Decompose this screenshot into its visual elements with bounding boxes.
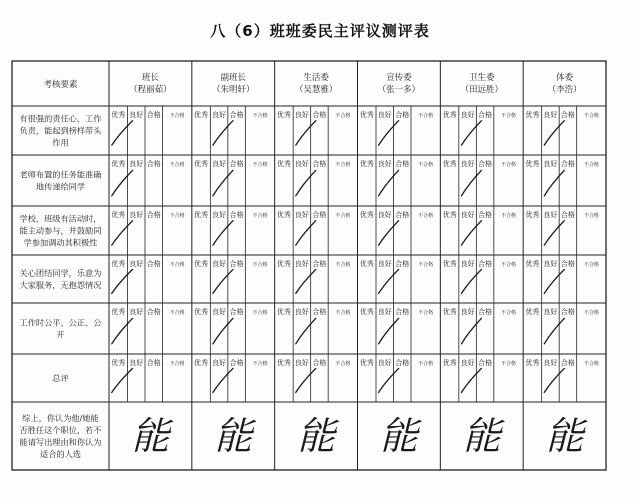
summary-question-line: 综上，你认为他/她能 bbox=[22, 413, 99, 423]
grade-label: 不合格 bbox=[583, 213, 599, 219]
grade-label: 优秀 bbox=[111, 111, 126, 119]
grade-label: 合格 bbox=[395, 160, 410, 168]
check-mark bbox=[213, 221, 233, 246]
grade-label: 合格 bbox=[146, 211, 161, 219]
check-mark bbox=[379, 221, 399, 246]
grade-label: 良好 bbox=[212, 359, 227, 367]
grade-label: 优秀 bbox=[194, 308, 209, 316]
criterion-text-line: 学校、班级有活动时， bbox=[19, 213, 102, 224]
grade-label: 不合格 bbox=[418, 262, 434, 268]
grade-label: 良好 bbox=[377, 359, 392, 367]
grade-label: 优秀 bbox=[276, 260, 291, 268]
grade-label: 良好 bbox=[377, 211, 392, 219]
grade-label: 不合格 bbox=[335, 310, 351, 316]
grade-label: 合格 bbox=[229, 111, 244, 119]
grade-label: 良好 bbox=[543, 211, 558, 219]
committee-role-label: 卫生委 bbox=[468, 73, 495, 83]
grade-label: 优秀 bbox=[442, 308, 457, 316]
check-mark bbox=[461, 221, 481, 246]
grade-label: 优秀 bbox=[359, 160, 374, 168]
grade-label: 合格 bbox=[560, 211, 575, 219]
criterion-text-line: 老师布置的任务能准确 bbox=[19, 169, 102, 180]
grade-label: 优秀 bbox=[111, 160, 126, 168]
grade-label: 合格 bbox=[312, 359, 327, 367]
grade-label: 合格 bbox=[312, 111, 327, 119]
grade-label: 优秀 bbox=[111, 359, 126, 367]
check-mark bbox=[379, 368, 399, 392]
grade-label: 优秀 bbox=[442, 260, 457, 268]
grade-label: 不合格 bbox=[583, 162, 599, 168]
grade-label: 合格 bbox=[146, 359, 161, 367]
check-mark bbox=[213, 368, 233, 392]
check-mark bbox=[213, 318, 233, 344]
grade-label: 优秀 bbox=[359, 260, 374, 268]
handwritten-answer: 能 bbox=[462, 414, 501, 458]
grade-label: 良好 bbox=[543, 308, 558, 316]
committee-role-label: 体委 bbox=[556, 73, 574, 83]
grade-label: 合格 bbox=[395, 308, 410, 316]
grade-label: 优秀 bbox=[525, 111, 540, 119]
criterion-text-line: 工作时公平、公正、公 bbox=[19, 317, 102, 328]
grade-label: 合格 bbox=[395, 211, 410, 219]
grade-label: 合格 bbox=[395, 111, 410, 119]
criterion-text-line: 负责，能起到榜样带头 bbox=[19, 125, 102, 136]
grade-label: 合格 bbox=[146, 160, 161, 168]
grade-label: 优秀 bbox=[194, 211, 209, 219]
grade-label: 合格 bbox=[560, 111, 575, 119]
check-mark bbox=[544, 318, 564, 344]
grade-label: 不合格 bbox=[418, 361, 434, 367]
grade-label: 不合格 bbox=[418, 162, 434, 168]
grade-label: 优秀 bbox=[276, 308, 291, 316]
grade-label: 合格 bbox=[478, 160, 493, 168]
handwritten-answer: 能 bbox=[131, 414, 170, 458]
check-mark bbox=[544, 121, 564, 146]
grade-label: 合格 bbox=[395, 260, 410, 268]
check-mark bbox=[461, 170, 481, 196]
criterion-text-line: 总评 bbox=[52, 373, 69, 383]
grade-label: 优秀 bbox=[111, 211, 126, 219]
grade-label: 良好 bbox=[212, 160, 227, 168]
grade-label: 不合格 bbox=[252, 361, 268, 367]
check-mark bbox=[379, 318, 399, 344]
grade-label: 良好 bbox=[460, 211, 475, 219]
criteria-header: 考核要素 bbox=[43, 80, 78, 90]
check-mark bbox=[461, 318, 481, 344]
grade-label: 不合格 bbox=[500, 162, 517, 168]
grade-label: 不合格 bbox=[583, 262, 599, 268]
committee-member-name: （程丽茹） bbox=[129, 85, 172, 95]
grade-label: 不合格 bbox=[500, 213, 517, 219]
check-mark bbox=[296, 318, 316, 344]
grade-label: 不合格 bbox=[418, 213, 434, 219]
summary-question-line: 否胜任这个职位，若不 bbox=[19, 425, 102, 435]
grade-label: 良好 bbox=[377, 308, 392, 316]
grade-label: 优秀 bbox=[276, 359, 291, 367]
grade-label: 良好 bbox=[377, 160, 392, 168]
grade-label: 合格 bbox=[312, 260, 327, 268]
criterion-text-line: 大家服务，无抱怨情况 bbox=[19, 280, 102, 290]
committee-member-name: （李浩） bbox=[547, 85, 582, 95]
grade-label: 不合格 bbox=[252, 310, 268, 316]
grade-label: 不合格 bbox=[252, 162, 268, 168]
check-mark bbox=[213, 121, 233, 146]
grade-label: 良好 bbox=[129, 160, 144, 168]
check-mark bbox=[379, 121, 399, 146]
grade-label: 合格 bbox=[560, 308, 575, 316]
grade-label: 合格 bbox=[478, 111, 493, 119]
check-mark bbox=[112, 121, 133, 146]
grade-label: 良好 bbox=[294, 260, 309, 268]
grade-label: 不合格 bbox=[169, 213, 185, 219]
check-mark bbox=[112, 318, 133, 344]
grade-label: 不合格 bbox=[500, 310, 517, 316]
grade-label: 优秀 bbox=[525, 211, 540, 219]
grade-label: 不合格 bbox=[335, 162, 351, 168]
grade-label: 合格 bbox=[560, 160, 575, 168]
grade-label: 合格 bbox=[229, 359, 244, 367]
check-mark bbox=[296, 269, 316, 293]
grade-label: 良好 bbox=[377, 260, 392, 268]
check-mark bbox=[112, 269, 133, 293]
check-mark bbox=[461, 121, 481, 146]
criterion-text-line: 关心团结同学，乐意为 bbox=[19, 268, 102, 278]
grade-label: 优秀 bbox=[442, 160, 457, 168]
grade-label: 优秀 bbox=[194, 359, 209, 367]
grade-label: 良好 bbox=[212, 211, 227, 219]
grade-label: 不合格 bbox=[500, 262, 517, 268]
grade-label: 优秀 bbox=[359, 211, 374, 219]
grade-label: 不合格 bbox=[252, 213, 268, 219]
grade-label: 合格 bbox=[395, 359, 410, 367]
grade-label: 合格 bbox=[478, 359, 493, 367]
grade-label: 良好 bbox=[294, 160, 309, 168]
committee-role-label: 副班长 bbox=[220, 73, 247, 83]
criterion-text-line: 学参加调动其积极性 bbox=[23, 237, 98, 248]
grade-label: 良好 bbox=[460, 308, 475, 316]
committee-role-label: 宣传委 bbox=[386, 73, 412, 83]
committee-role-label: 生活委 bbox=[303, 73, 329, 83]
grade-label: 优秀 bbox=[442, 359, 457, 367]
grade-label: 优秀 bbox=[194, 111, 209, 119]
check-mark bbox=[461, 269, 481, 293]
grade-label: 良好 bbox=[543, 160, 558, 168]
form-title: 八（6）班班委民主评议测评表 bbox=[210, 22, 430, 40]
grade-label: 合格 bbox=[312, 308, 327, 316]
grade-label: 合格 bbox=[312, 211, 327, 219]
grade-label: 优秀 bbox=[276, 111, 291, 119]
check-mark bbox=[112, 170, 133, 196]
grade-label: 优秀 bbox=[276, 160, 291, 168]
grade-label: 良好 bbox=[543, 111, 558, 119]
grade-label: 优秀 bbox=[525, 160, 540, 168]
grade-label: 不合格 bbox=[500, 361, 517, 367]
grade-label: 合格 bbox=[146, 260, 161, 268]
grade-label: 不合格 bbox=[252, 113, 268, 119]
grade-label: 合格 bbox=[478, 211, 493, 219]
committee-member-name: （吴慧雅） bbox=[294, 85, 338, 95]
grade-label: 优秀 bbox=[359, 359, 374, 367]
grade-label: 不合格 bbox=[500, 113, 517, 119]
committee-role-label: 班长 bbox=[141, 73, 159, 83]
criterion-text-line: 开 bbox=[56, 329, 65, 340]
grade-label: 不合格 bbox=[169, 310, 185, 316]
grade-label: 不合格 bbox=[583, 310, 599, 316]
check-mark bbox=[544, 170, 564, 196]
grade-label: 良好 bbox=[212, 308, 227, 316]
criterion-text-line: 能主动参与，并鼓励同 bbox=[19, 225, 102, 236]
grade-label: 良好 bbox=[460, 260, 475, 268]
grade-label: 合格 bbox=[146, 308, 161, 316]
handwritten-answer: 能 bbox=[297, 414, 336, 458]
grade-label: 合格 bbox=[560, 359, 575, 367]
grade-label: 不合格 bbox=[583, 113, 599, 119]
summary-question-line: 能请写出理由和你认为 bbox=[19, 437, 102, 447]
check-mark bbox=[296, 170, 316, 196]
criterion-text-line: 地传递给同学 bbox=[35, 181, 86, 192]
grade-label: 不合格 bbox=[335, 213, 351, 219]
grade-label: 优秀 bbox=[194, 160, 209, 168]
grade-label: 不合格 bbox=[335, 361, 351, 367]
grade-label: 良好 bbox=[212, 260, 227, 268]
grade-label: 良好 bbox=[129, 260, 144, 268]
grade-label: 合格 bbox=[312, 160, 327, 168]
grade-label: 良好 bbox=[129, 211, 144, 219]
check-mark bbox=[213, 170, 233, 196]
grade-label: 不合格 bbox=[418, 310, 434, 316]
grade-label: 合格 bbox=[229, 160, 244, 168]
grade-label: 良好 bbox=[460, 359, 475, 367]
grade-label: 良好 bbox=[129, 308, 144, 316]
grade-label: 优秀 bbox=[111, 308, 126, 316]
grade-label: 良好 bbox=[212, 111, 227, 119]
check-mark bbox=[213, 269, 233, 293]
grade-label: 良好 bbox=[129, 111, 144, 119]
grade-label: 良好 bbox=[129, 359, 144, 367]
check-mark bbox=[544, 221, 564, 246]
check-mark bbox=[296, 368, 316, 392]
committee-member-name: （田远胜） bbox=[460, 85, 504, 95]
grade-label: 合格 bbox=[478, 308, 493, 316]
summary-question-line: 适合的人选 bbox=[40, 449, 81, 459]
grade-label: 优秀 bbox=[442, 111, 457, 119]
grade-label: 良好 bbox=[377, 111, 392, 119]
grade-label: 优秀 bbox=[111, 260, 126, 268]
grade-label: 合格 bbox=[229, 260, 244, 268]
grade-label: 优秀 bbox=[276, 211, 291, 219]
check-mark bbox=[296, 221, 316, 246]
grade-label: 优秀 bbox=[359, 111, 374, 119]
check-mark bbox=[112, 368, 133, 392]
handwritten-answer: 能 bbox=[379, 414, 418, 458]
grade-label: 不合格 bbox=[169, 361, 185, 367]
grade-label: 合格 bbox=[229, 308, 244, 316]
grade-label: 合格 bbox=[478, 260, 493, 268]
check-mark bbox=[461, 368, 481, 392]
grade-label: 合格 bbox=[560, 260, 575, 268]
check-mark bbox=[544, 368, 564, 392]
grade-label: 不合格 bbox=[169, 113, 185, 119]
grade-label: 优秀 bbox=[525, 359, 540, 367]
grade-label: 良好 bbox=[294, 308, 309, 316]
grade-label: 不合格 bbox=[335, 262, 351, 268]
grade-label: 不合格 bbox=[169, 262, 185, 268]
check-mark bbox=[112, 221, 133, 246]
grade-label: 优秀 bbox=[442, 211, 457, 219]
grade-label: 优秀 bbox=[525, 260, 540, 268]
grade-label: 良好 bbox=[460, 111, 475, 119]
grade-label: 不合格 bbox=[583, 361, 599, 367]
grade-label: 不合格 bbox=[335, 113, 351, 119]
grade-label: 良好 bbox=[543, 260, 558, 268]
grade-label: 良好 bbox=[294, 111, 309, 119]
check-mark bbox=[544, 269, 564, 293]
grade-label: 合格 bbox=[146, 111, 161, 119]
grade-label: 不合格 bbox=[252, 262, 268, 268]
committee-member-name: （朱明轩） bbox=[211, 85, 255, 95]
criterion-text-line: 作用 bbox=[52, 137, 69, 148]
grade-label: 优秀 bbox=[194, 260, 209, 268]
grade-label: 合格 bbox=[229, 211, 244, 219]
handwritten-answer: 能 bbox=[214, 414, 253, 458]
grade-label: 不合格 bbox=[169, 162, 185, 168]
criterion-text-line: 有很强的责任心、工作 bbox=[19, 113, 102, 124]
committee-member-name: （张一多） bbox=[377, 85, 421, 95]
check-mark bbox=[379, 269, 399, 293]
grade-label: 良好 bbox=[543, 359, 558, 367]
grade-label: 优秀 bbox=[359, 308, 374, 316]
check-mark bbox=[379, 170, 399, 196]
check-mark bbox=[296, 121, 316, 146]
grade-label: 优秀 bbox=[525, 308, 540, 316]
grade-label: 良好 bbox=[294, 359, 309, 367]
grade-label: 良好 bbox=[294, 211, 309, 219]
grade-label: 良好 bbox=[460, 160, 475, 168]
handwritten-answer: 能 bbox=[545, 414, 584, 458]
grade-label: 不合格 bbox=[418, 113, 434, 119]
